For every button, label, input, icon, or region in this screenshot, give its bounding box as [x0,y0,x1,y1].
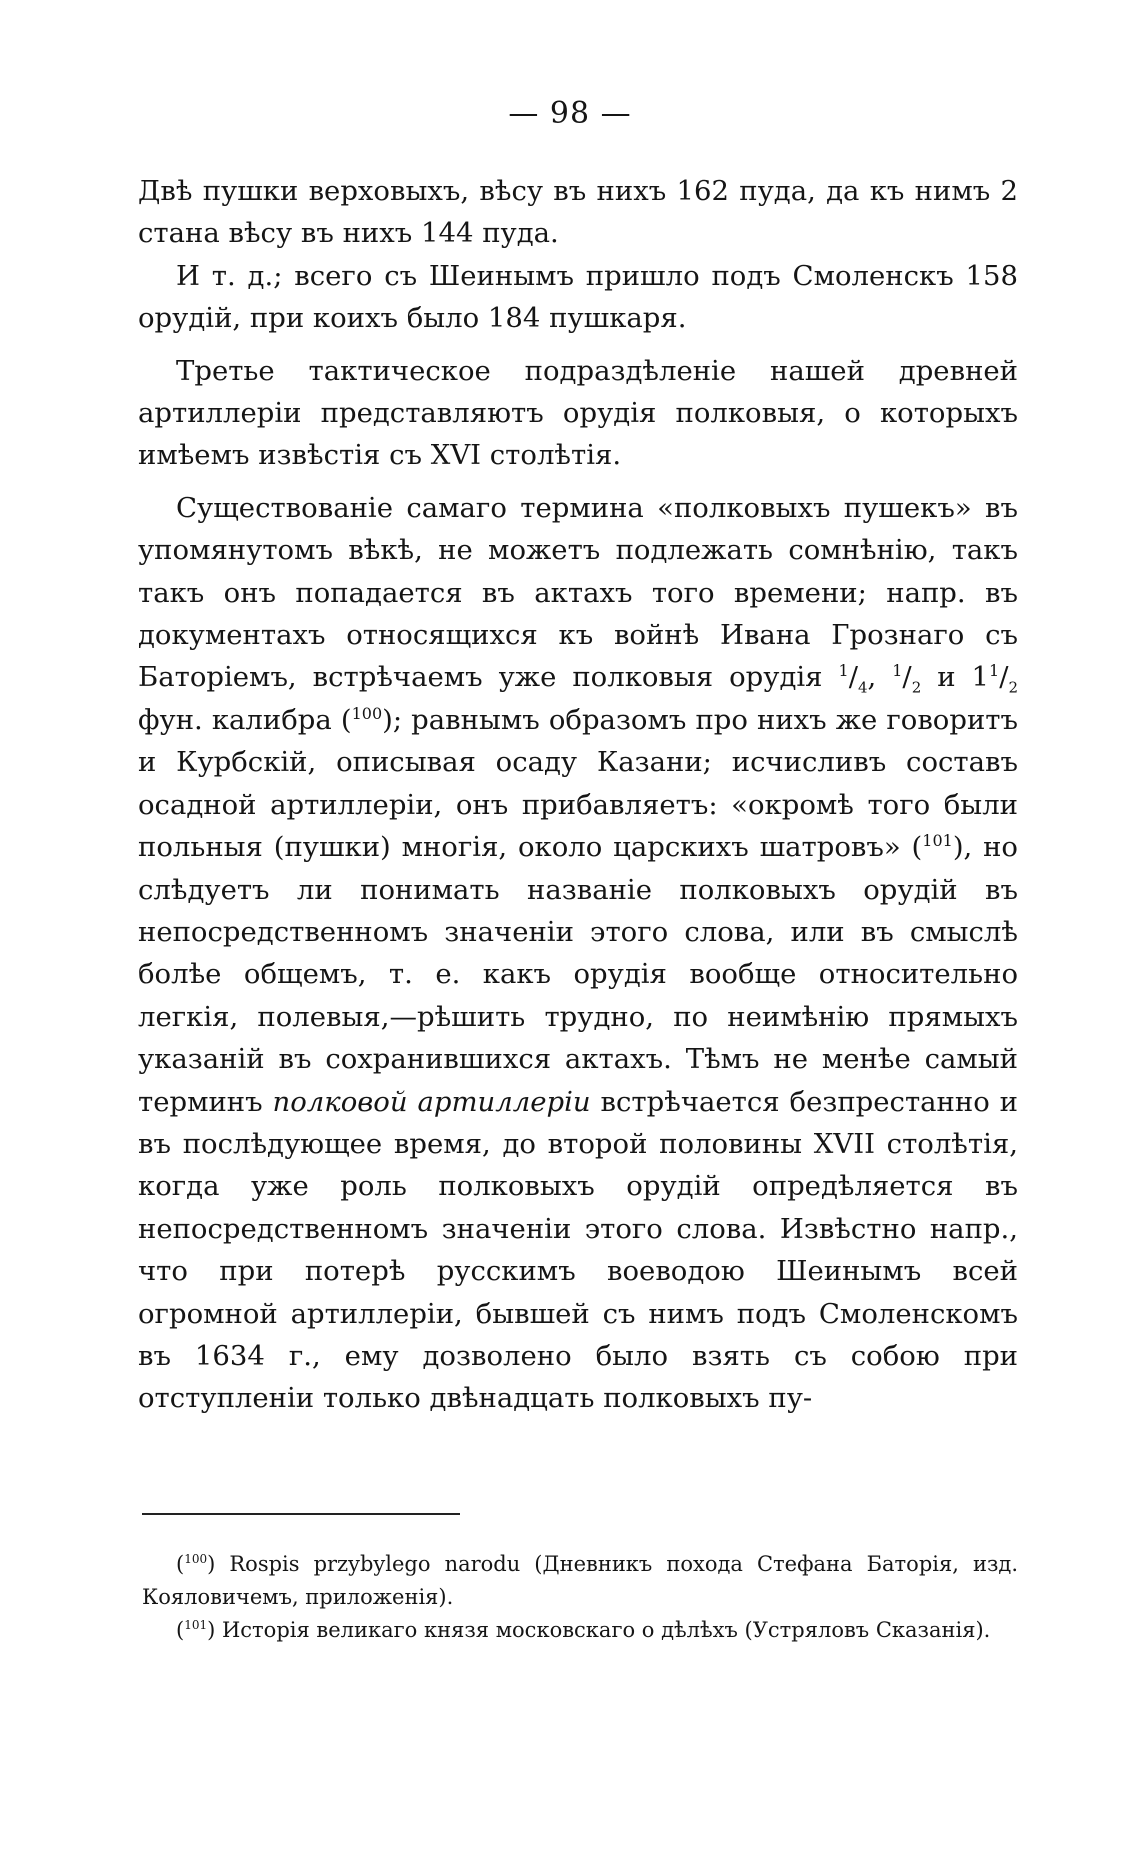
footnote-100: ($^{100}$) Rospis przybylego narodu (Дневникъ похода Стефана Баторія, изд. Кояловичемъ, приложенія). [142,1552,1018,1609]
page-number: — 98 — [508,96,632,131]
footnote-ref-101: 101 [922,830,953,850]
fraction-quarter: $^1/_4$ [838,661,868,697]
footnote-mark: 100 [184,1552,208,1566]
text-segment: и [937,661,956,694]
footnote-divider [142,1513,460,1515]
footnote-text: Исторія великаго князя московскаго о дѣлѣхъ (Устряловъ Сказанія). [221,1618,991,1642]
footnote-ref-100: 100 [351,703,383,723]
text-segment: Существованіе самаго термина «полковыхъ пушекъ» въ упомянутомъ вѣкѣ, не можетъ подлежать сомнѣнію, такъ такъ онъ попадается въ актахъ того времени; напр. въ документахъ относящихся къ войнѣ Ивана Грознаго съ Баторіемъ, встрѣчаемъ уже полковыя орудія [138,491,1018,694]
text-segment: ); равнымъ образомъ про нихъ же говоритъ и Курбскій, описывая осаду Казани; исчисливъ составъ осадной артиллеріи, онъ прибавляетъ: «окромѣ того были польныя (пушки) многія, около царскихъ шатровъ» ( [138,703,1018,864]
paragraph-cannons-list-end: Двѣ пушки верховыхъ, вѣсу въ нихъ 162 пуда, да къ нимъ 2 стана вѣсу въ нихъ 144 пуда. [138,175,1018,250]
footnote-mark: 101 [184,1618,208,1632]
body-text [138,170,1018,1420]
text-segment: встрѣчается безпрестанно и въ послѣдующее время, до второй половины XVII столѣтія, когда уже роль полковыхъ орудій опредѣляется въ непосредственномъ значеніи этого слова. Извѣстно напр., что при потерѣ русскимъ воеводою Шеинымъ всей огромной артиллеріи, бывшей съ нимъ подъ Смоленскомъ въ 1634 г., ему дозволено было взять съ собою при отступленіи только двѣнадцать полковыхъ пу- [138,1085,1018,1415]
footnote-101: ($^{101}$) Исторія великаго князя московскаго о дѣлѣхъ (Устряловъ Сказанія). [176,1618,991,1642]
footnote-text: Rospis przybylego narodu (Дневникъ похода Стефана Баторія, изд. Кояловичемъ, приложенія). [142,1552,1018,1609]
footnotes [142,1548,1018,1647]
paragraph-regimental-cannons: Существованіе самаго термина «полковыхъ пушекъ» въ упомянутомъ вѣкѣ, не можетъ подлежать сомнѣнію, такъ такъ онъ попадается въ актахъ того времени; напр. въ документахъ относящихся къ войнѣ Ивана Грознаго съ Баторіемъ, встрѣчаемъ уже полковыя орудія $^1/_4$, $^1/_2$ и $1^1/_2$ фун. калибра ($^{100}$); равнымъ образомъ про нихъ же говоритъ и Курбскій, описывая осаду Казани; исчисливъ составъ осадной артиллеріи, онъ прибавляетъ: «окромѣ того были польныя (пушки) многія, около царскихъ шатровъ» ($^{101}$), но слѣдуетъ ли понимать названіе полковыхъ орудій въ непосредственномъ значеніи этого слова, или въ смыслѣ болѣе общемъ, т. е. какъ орудія вообще относительно легкія, полевыя,—рѣшить трудно, по неимѣнію прямыхъ указаній въ сохранившихся актахъ. Тѣмъ не менѣе самый терминъ полковой артиллеріи встрѣчается безпрестанно и въ послѣдующее время, до второй половины XVII столѣтія, когда уже роль полковыхъ орудій опредѣляется въ непосредственномъ значеніи этого слова. Извѣстно напр., что при потерѣ русскимъ воеводою Шеинымъ всей огромной артиллеріи, бывшей съ нимъ подъ Смоленскомъ въ 1634 г., ему дозволено было взять съ собою при отступленіи только двѣнадцать полковыхъ пу- [138,491,1019,1415]
paragraph-regimental-artillery-intro: Третье тактическое подраздѣленіе нашей древней артиллеріи представляютъ орудія полковыя, о которыхъ имѣемъ извѣстія съ XVI столѣтія. [138,354,1018,472]
paragraph-shein-total: И т. д.; всего съ Шеинымъ пришло подъ Смоленскъ 158 орудій, при коихъ было 184 пушкаря. [138,259,1018,335]
text-segment: ), но слѣдуетъ ли понимать названіе полковыхъ орудій въ непосредственномъ значеніи этого слова, или въ смыслѣ болѣе общемъ, т. е. какъ орудія вообще относительно легкія, полевыя,—рѣшить трудно, по неимѣнію прямыхъ указаній въ сохранившихся актахъ. Тѣмъ не менѣе самый терминъ [138,831,1018,1118]
text-segment: фун. калибра ( [138,703,352,736]
fraction-half: $^1/_2$ [892,661,922,697]
fraction-one-and-half: $1^1/_2$ [971,661,1019,697]
italic-term: полковой артиллеріи [272,1085,591,1118]
